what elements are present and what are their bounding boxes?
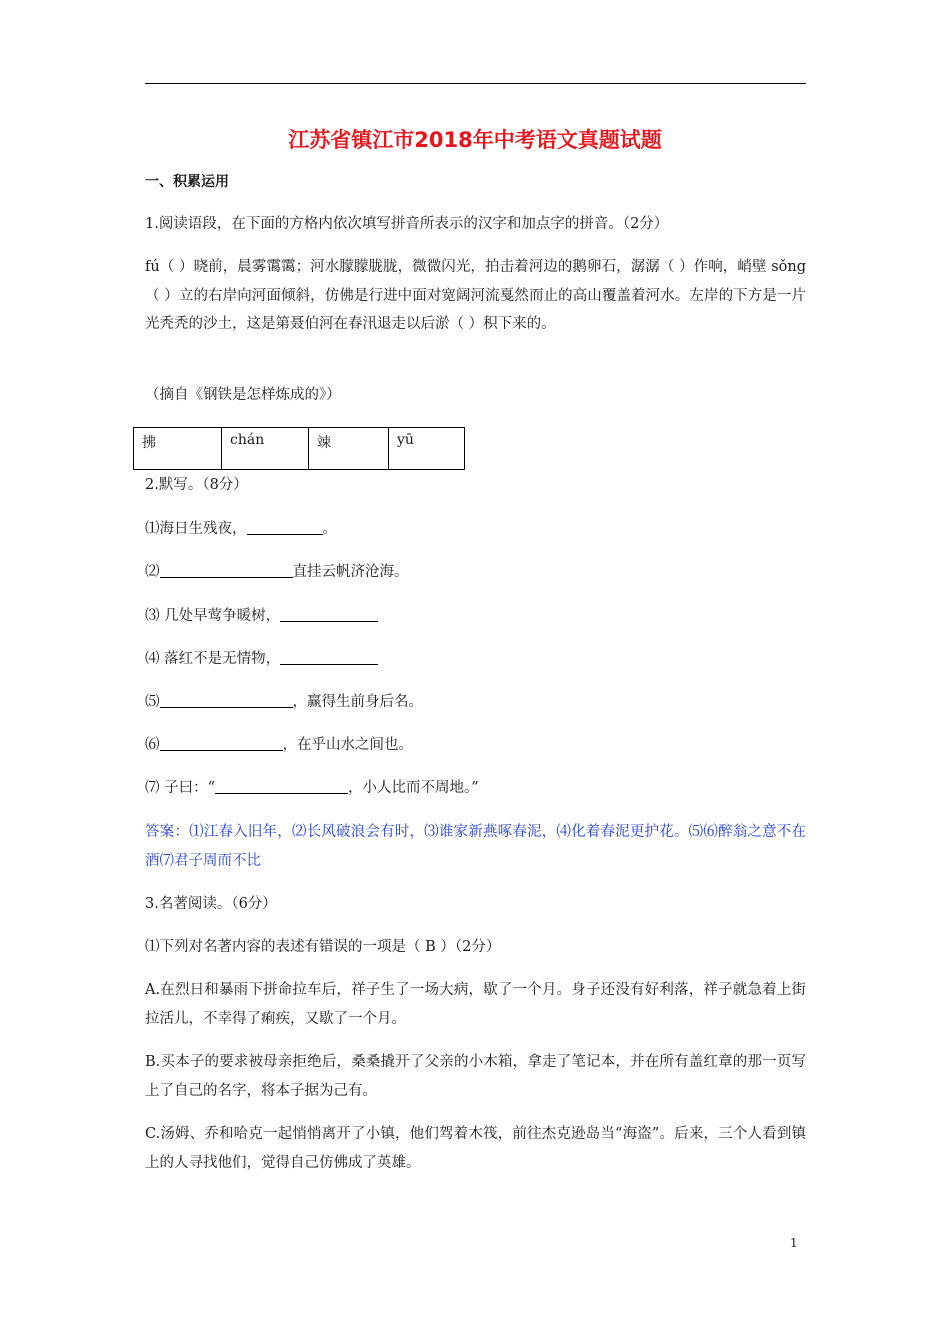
question-1-passage: fú（ ）晓前，晨雾霭霭；河水朦朦胧胧，微微闪光，拍击着河边的鹅卵石，潺潺（ ）作响，峭壁 sǒng（ ）立的右岸向河面倾斜，仿佛是行进中面对宽阔河流戛然而止的高山覆盖着河水。左岸的下方是一片光秃秃的沙土，这是第聂伯河在春汛退走以后淤（ ）积下来的。 [145,259,806,332]
answer-cell: yū [389,428,465,470]
answer-cell: chán [222,428,309,470]
dictation-text: ，赢得生前身后名。 [292,694,423,710]
page-title: 江苏省镇江市2018年中考语文真题试题 [288,128,662,152]
answer-cell: 竦 [309,428,389,470]
dictation-text: 。 [322,521,337,537]
answer-blank [215,777,348,794]
dictation-text: ，在乎山水之间也。 [282,737,413,753]
question-2-answer: 答案：⑴江春入旧年，⑵长风破浪会有时，⑶谁家新燕啄春泥，⑷化着春泥更护花。⑸⑹醉翁之意不在酒⑺君子周而不比 [145,824,806,869]
question-1-prompt: 1.阅读语段，在下面的方格内依次填写拼音所表示的汉字和加点字的拼音。（2分） [145,216,669,232]
question-3-sub1: ⑴下列对名著内容的表述有错误的一项是（ B ）（2分） [145,939,501,955]
header-rule [145,83,806,84]
answer-cell: 拂 [134,428,222,470]
dictation-line [145,645,806,673]
answer-blank [160,691,293,708]
answer-grid [133,427,465,470]
option-a: A.在烈日和暴雨下拼命拉车后，祥子生了一场大病，歇了一个月。身子还没有好利落，祥子就急着上街拉活儿，不幸得了痢疾，又歇了一个月。 [145,982,806,1027]
dictation-line [145,774,806,802]
dictation-text: ⑵ [145,564,160,580]
dictation-text: ，小人比而不周地。” [348,780,479,796]
section-heading: 一、积累运用 [145,174,229,190]
answer-blank [160,734,283,751]
question-2-prompt: 2.默写。（8分） [145,477,248,493]
dictation-text: ⑴海日生残夜， [145,521,247,537]
answer-blank [280,648,378,665]
dictation-line [145,731,806,759]
option-b: B.买本子的要求被母亲拒绝后，桑桑撬开了父亲的小木箱，拿走了笔记本，并在所有盖红章的那一页写上了自己的名字，将本子据为己有。 [145,1054,806,1099]
answer-blank [247,518,323,535]
question-3-prompt: 3.名著阅读。（6分） [145,896,277,912]
dictation-text: ⑸ [145,694,160,710]
question-1-source: （摘自《钢铁是怎样炼成的》） [145,387,341,403]
dictation-line [145,515,806,543]
dictation-text: ⑹ [145,737,160,753]
page-number: 1 [790,1236,798,1250]
dictation-text: 直挂云帆济沧海。 [292,564,409,580]
dictation-text: ⑺ 子曰：“ [145,780,216,796]
dictation-line [145,558,806,586]
answer-blank [280,605,378,622]
dictation-text: ⑷ 落红不是无情物， [145,651,281,667]
dictation-line [145,688,806,716]
answer-blank [160,561,293,578]
dictation-line [145,602,806,630]
option-c: C.汤姆、乔和哈克一起悄悄离开了小镇，他们驾着木筏，前往杰克逊岛当“海盗”。后来，三个人看到镇上的人寻找他们，觉得自己仿佛成了英雄。 [145,1126,806,1171]
dictation-text: ⑶ 几处早莺争暖树， [145,608,281,624]
